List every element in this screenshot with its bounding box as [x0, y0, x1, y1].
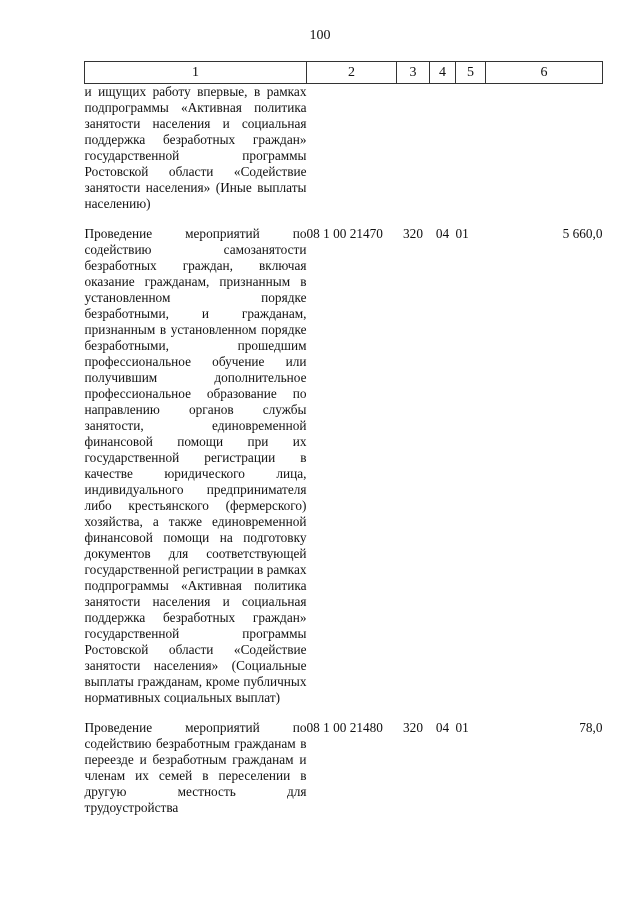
- row-expense-type: 320: [403, 226, 423, 241]
- column-header-2: 2: [307, 62, 397, 84]
- budget-table: [84, 61, 603, 816]
- table-header-row: [85, 62, 603, 84]
- row-description: и ищущих работу впервые, в рамках подпрограммы «Активная политика занятости населения и социальная поддержка безработных граждан» государственной программы Ростовской области «Содействие занятости населения» (Иные выплаты населению): [84, 84, 307, 211]
- row-target-code: [307, 84, 397, 227]
- page-number: 100: [309, 28, 331, 43]
- row-subsection: 01: [455, 226, 469, 241]
- table-row: [85, 84, 603, 227]
- column-header-5: 5: [456, 62, 486, 84]
- row-target-code: 08 1 00 21480: [306, 720, 383, 735]
- row-section: 04: [435, 720, 450, 735]
- table-row: [85, 226, 603, 720]
- row-expense-type: [397, 84, 430, 227]
- row-subsection: 01: [455, 720, 469, 735]
- row-subsection: [456, 84, 486, 227]
- row-expense-type: 320: [403, 720, 423, 735]
- column-header-6: 6: [486, 62, 603, 84]
- row-description: Проведение мероприятий по содействию самозанятости безработных граждан, включая оказание гражданам, признанным в установленном порядке безработными, и гражданам, признанным в установленном порядке безработными, прошедшим профессиональное обучение или получившим дополнительное профессиональное образование по направлению органов службы занятости, единовременной финансовой помощи при их государственной регистрации в качестве юридического лица, индивидуального предпринимателя либо крестьянского (фермерского) хозяйства, а также единовременной финансовой помощи на подготовку документов для соответствующей государственной регистрации в рамках подпрограммы «Активная политика занятости населения и социальная поддержка безработных граждан» государственной программы Ростовской области «Содействие занятости населения» (Социальные выплаты гражданам, кроме публичных нормативных социальных выплат): [84, 226, 307, 705]
- row-section: 04: [435, 226, 450, 241]
- column-header-3: 3: [397, 62, 430, 84]
- row-target-code: 08 1 00 21470: [306, 226, 383, 241]
- row-amount: [486, 84, 603, 227]
- column-header-4: 4: [430, 62, 456, 84]
- column-header-1: 1: [85, 62, 307, 84]
- row-amount: 78,0: [579, 720, 603, 735]
- row-amount: 5 660,0: [562, 226, 603, 241]
- row-description: Проведение мероприятий по содействию безработным гражданам в переезде и безработным гражданам и членам их семей в переселении в другую местность для трудоустройства: [84, 720, 307, 815]
- row-section: [430, 84, 456, 227]
- table-row: [85, 720, 603, 816]
